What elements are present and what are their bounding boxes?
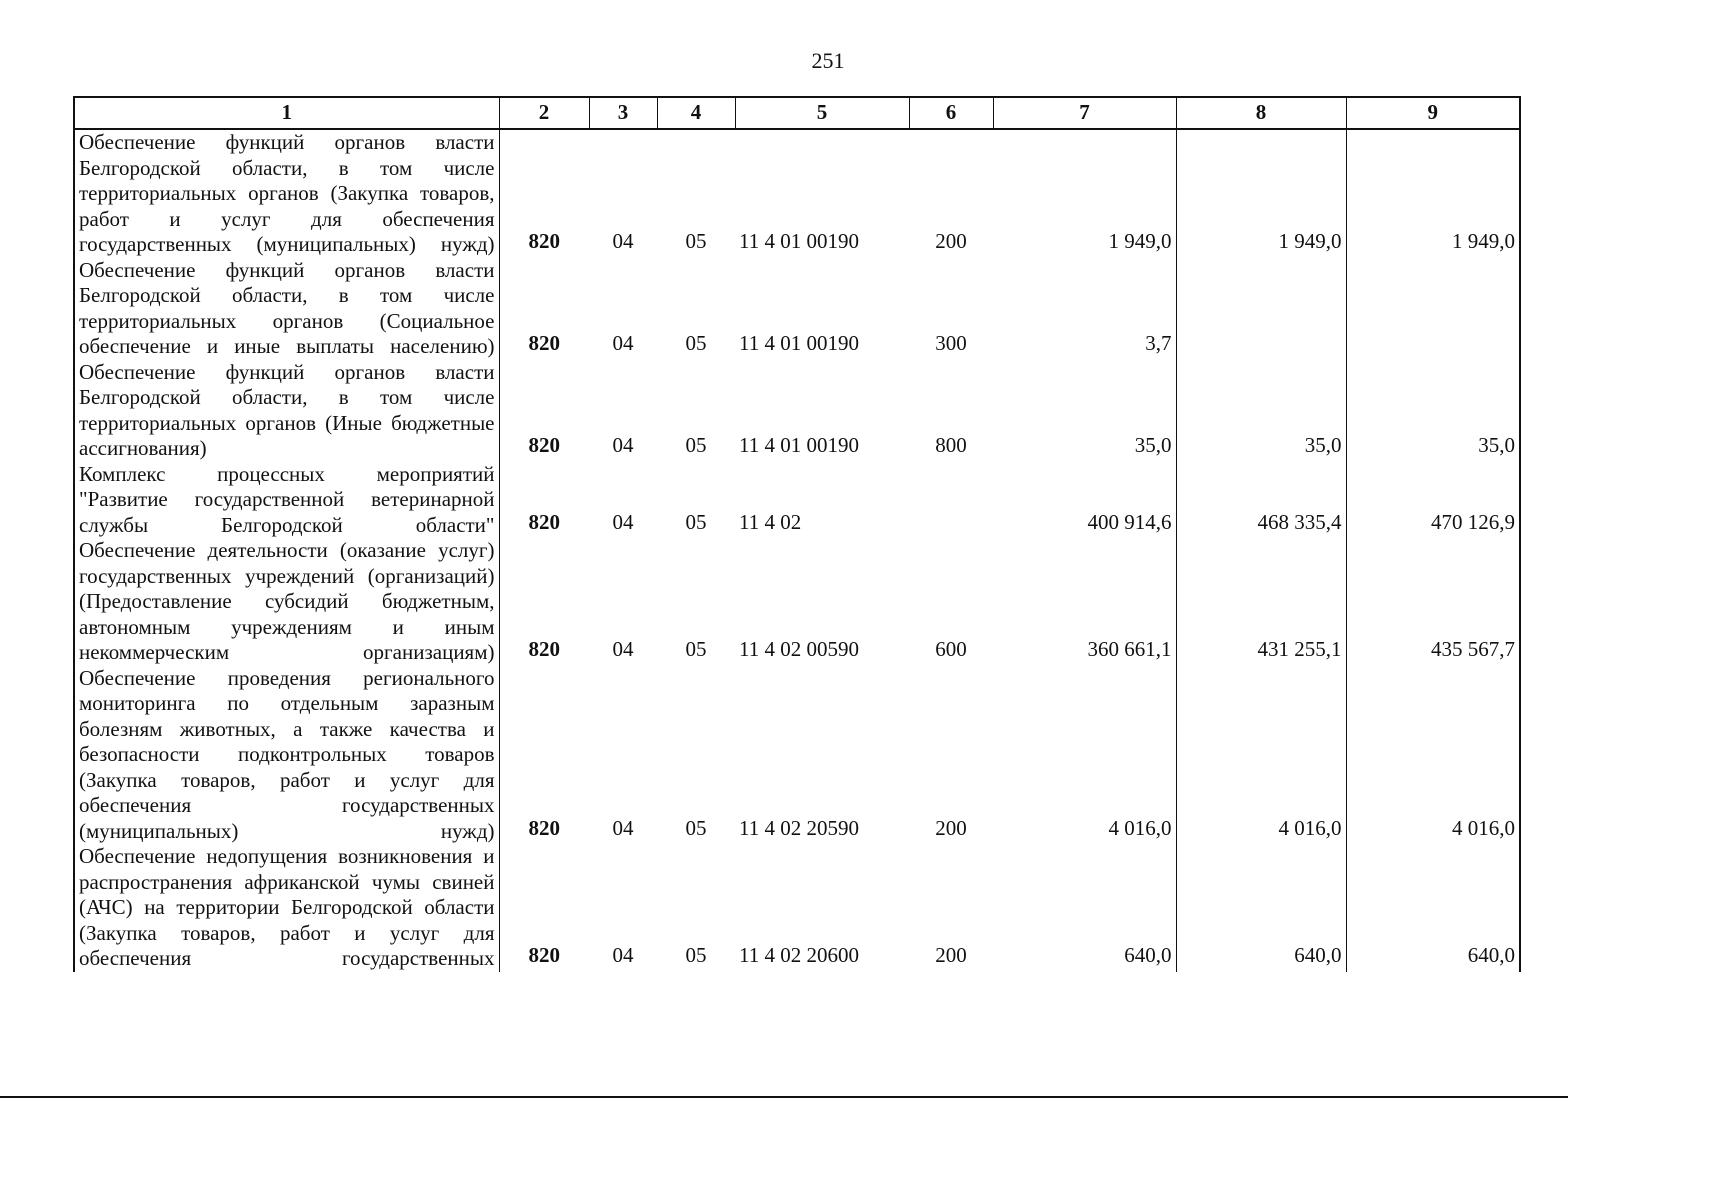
cell-amount-col8: 431 255,1 (1257, 637, 1342, 661)
row-name: Обеспечение недопущения возникновения и распространения африканской чумы свиней (АЧС) на территории Белгородской области (Закупка товаров, работ и услуг для обеспечения государственных (75, 844, 499, 972)
cell-target-article: 11 4 02 20590 (739, 815, 859, 840)
cell-amount-col7: 35,0 (1134, 433, 1172, 457)
cell-expense-type: 200 (935, 943, 967, 967)
header-col-7: 7 (993, 98, 1176, 129)
cell-subsection: 05 (685, 509, 707, 534)
cell-expense-type: 200 (935, 229, 967, 253)
row-name: Комплекс процессных мероприятий "Развитие государственной ветеринарной службы Белгородской области" (75, 462, 499, 539)
cell-target-article: 11 4 01 00190 (739, 331, 859, 355)
cell-expense-type: 200 (935, 815, 967, 840)
cell-expense-type: 600 (935, 637, 967, 661)
row-name: Обеспечение деятельности (оказание услуг) государственных учреждений (организаций) (Предоставление субсидий бюджетным, автономным учреждениям и иным некоммерческим организациям) (75, 538, 499, 666)
cell-amount-col8: 640,0 (1294, 943, 1342, 967)
cell-section: 04 (612, 229, 634, 253)
cell-amount-col9: 4 016,0 (1452, 815, 1515, 840)
cell-ministry-code: 820 (528, 331, 560, 355)
header-col-3: 3 (589, 98, 657, 129)
cell-subsection: 05 (685, 943, 707, 967)
table-row (75, 844, 1519, 972)
row-name: Обеспечение функций органов власти Белгородской области, в том числе территориальных органов (Социальное обеспечение и иные выплаты населению) (75, 258, 499, 360)
cell-section: 04 (612, 509, 634, 534)
cell-target-article: 11 4 02 20600 (739, 943, 859, 967)
header-col-1: 1 (75, 98, 499, 129)
cell-section: 04 (612, 331, 634, 355)
cell-amount-col8: 468 335,4 (1257, 509, 1342, 534)
cell-section: 04 (612, 815, 634, 840)
header-col-4: 4 (657, 98, 735, 129)
table-row (75, 258, 1519, 360)
cell-subsection: 05 (685, 433, 707, 457)
cell-amount-col9: 1 949,0 (1452, 229, 1515, 253)
cell-amount-col7: 400 914,6 (1087, 509, 1172, 534)
cell-section: 04 (612, 433, 634, 457)
cell-ministry-code: 820 (528, 229, 560, 253)
row-name: Обеспечение функций органов власти Белгородской области, в том числе территориальных органов (Иные бюджетные ассигнования) (75, 360, 499, 462)
cell-amount-col9: 35,0 (1478, 433, 1515, 457)
cell-expense-type: 800 (935, 433, 967, 457)
cell-amount-col7: 1 949,0 (1108, 229, 1172, 253)
cell-amount-col9: 470 126,9 (1431, 509, 1515, 534)
page-number: 251 (811, 48, 845, 73)
cell-amount-col8: 1 949,0 (1278, 229, 1342, 253)
header-col-5: 5 (735, 98, 909, 129)
cell-amount-col7: 3,7 (1145, 331, 1172, 355)
cell-target-article: 11 4 01 00190 (739, 433, 859, 457)
header-row (75, 98, 1519, 129)
header-col-6: 6 (909, 98, 993, 129)
table-row (75, 538, 1519, 666)
row-name: Обеспечение проведения регионального мониторинга по отдельным заразным болезням животных, а также качества и безопасности подконтрольных товаров (Закупка товаров, работ и услуг для обеспечения государственных (муниципальных) нужд) (75, 666, 499, 845)
cell-subsection: 05 (685, 331, 707, 355)
table-row (75, 666, 1519, 845)
cell-amount-col7: 4 016,0 (1108, 815, 1172, 840)
cell-amount-col8: 4 016,0 (1278, 815, 1342, 840)
cell-target-article: 11 4 02 00590 (739, 637, 859, 661)
cell-expense-type: 300 (935, 331, 967, 355)
cell-section: 04 (612, 637, 634, 661)
page-bottom-rule (0, 1096, 1568, 1098)
cell-ministry-code: 820 (528, 509, 560, 534)
table-row (75, 360, 1519, 462)
cell-subsection: 05 (685, 815, 707, 840)
table-row (75, 129, 1519, 258)
cell-amount-col9: 435 567,7 (1431, 637, 1515, 661)
cell-target-article: 11 4 02 (739, 509, 802, 534)
cell-ministry-code: 820 (528, 433, 560, 457)
cell-amount-col8: 35,0 (1304, 433, 1342, 457)
cell-amount-col7: 360 661,1 (1087, 637, 1172, 661)
table-row (75, 462, 1519, 539)
cell-ministry-code: 820 (528, 943, 560, 967)
cell-subsection: 05 (685, 637, 707, 661)
budget-table (75, 98, 1519, 972)
cell-amount-col9: 640,0 (1467, 943, 1515, 967)
cell-ministry-code: 820 (528, 815, 560, 840)
row-name: Обеспечение функций органов власти Белгородской области, в том числе территориальных органов (Закупка товаров, работ и услуг для обеспечения государственных (муниципальных) нужд) (75, 129, 499, 258)
budget-table-frame (73, 96, 1521, 972)
cell-section: 04 (612, 943, 634, 967)
cell-amount-col7: 640,0 (1124, 943, 1172, 967)
cell-target-article: 11 4 01 00190 (739, 229, 859, 253)
cell-subsection: 05 (685, 229, 707, 253)
header-col-8: 8 (1176, 98, 1346, 129)
header-col-9: 9 (1346, 98, 1519, 129)
header-col-2: 2 (499, 98, 589, 129)
cell-ministry-code: 820 (528, 637, 560, 661)
